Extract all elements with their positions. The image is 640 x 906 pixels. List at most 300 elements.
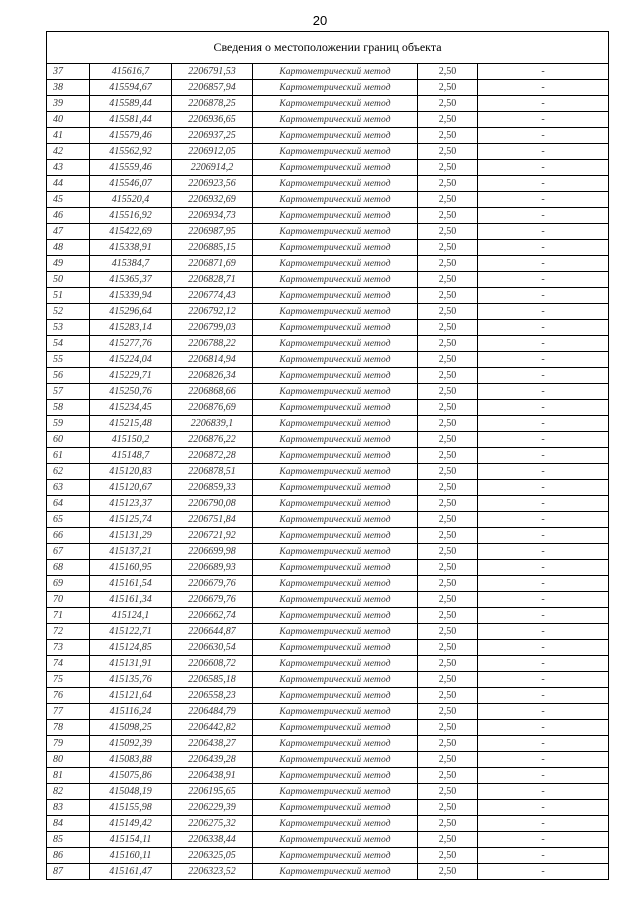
- point-number-cell: 50: [47, 272, 90, 288]
- precision-cell: 2,50: [418, 704, 478, 720]
- note-cell: -: [478, 352, 609, 368]
- point-number-cell: 47: [47, 224, 90, 240]
- x-coordinate-cell: 415579,46: [90, 128, 172, 144]
- table-row: [47, 464, 609, 480]
- method-cell: Картометрический метод: [253, 496, 418, 512]
- precision-cell: 2,50: [418, 448, 478, 464]
- table-row: [47, 688, 609, 704]
- y-coordinate-cell: 2206932,69: [172, 192, 253, 208]
- x-coordinate-cell: 415562,92: [90, 144, 172, 160]
- y-coordinate-cell: 2206814,94: [172, 352, 253, 368]
- table-row: [47, 768, 609, 784]
- note-cell: -: [478, 80, 609, 96]
- precision-cell: 2,50: [418, 736, 478, 752]
- point-number-cell: 56: [47, 368, 90, 384]
- point-number-cell: 41: [47, 128, 90, 144]
- method-cell: Картометрический метод: [253, 816, 418, 832]
- point-number-cell: 63: [47, 480, 90, 496]
- y-coordinate-cell: 2206936,65: [172, 112, 253, 128]
- y-coordinate-cell: 2206325,05: [172, 848, 253, 864]
- x-coordinate-cell: 415160,11: [90, 848, 172, 864]
- x-coordinate-cell: 415155,98: [90, 800, 172, 816]
- point-number-cell: 87: [47, 864, 90, 880]
- method-cell: Картометрический метод: [253, 96, 418, 112]
- method-cell: Картометрический метод: [253, 320, 418, 336]
- table-row: [47, 448, 609, 464]
- point-number-cell: 37: [47, 64, 90, 80]
- y-coordinate-cell: 2206229,39: [172, 800, 253, 816]
- method-cell: Картометрический метод: [253, 304, 418, 320]
- method-cell: Картометрический метод: [253, 144, 418, 160]
- y-coordinate-cell: 2206839,1: [172, 416, 253, 432]
- table-row: [47, 656, 609, 672]
- method-cell: Картометрический метод: [253, 480, 418, 496]
- precision-cell: 2,50: [418, 272, 478, 288]
- precision-cell: 2,50: [418, 128, 478, 144]
- x-coordinate-cell: 415365,37: [90, 272, 172, 288]
- x-coordinate-cell: 415124,1: [90, 608, 172, 624]
- y-coordinate-cell: 2206608,72: [172, 656, 253, 672]
- table-row: [47, 720, 609, 736]
- precision-cell: 2,50: [418, 800, 478, 816]
- y-coordinate-cell: 2206275,32: [172, 816, 253, 832]
- method-cell: Картометрический метод: [253, 832, 418, 848]
- precision-cell: 2,50: [418, 160, 478, 176]
- note-cell: -: [478, 608, 609, 624]
- y-coordinate-cell: 2206859,33: [172, 480, 253, 496]
- precision-cell: 2,50: [418, 592, 478, 608]
- table-row: [47, 160, 609, 176]
- method-cell: Картометрический метод: [253, 416, 418, 432]
- point-number-cell: 48: [47, 240, 90, 256]
- note-cell: -: [478, 320, 609, 336]
- method-cell: Картометрический метод: [253, 432, 418, 448]
- x-coordinate-cell: 415083,88: [90, 752, 172, 768]
- precision-cell: 2,50: [418, 624, 478, 640]
- y-coordinate-cell: 2206751,84: [172, 512, 253, 528]
- x-coordinate-cell: 415148,7: [90, 448, 172, 464]
- precision-cell: 2,50: [418, 576, 478, 592]
- y-coordinate-cell: 2206774,43: [172, 288, 253, 304]
- table-row: [47, 800, 609, 816]
- x-coordinate-cell: 415229,71: [90, 368, 172, 384]
- note-cell: -: [478, 768, 609, 784]
- precision-cell: 2,50: [418, 240, 478, 256]
- precision-cell: 2,50: [418, 288, 478, 304]
- precision-cell: 2,50: [418, 384, 478, 400]
- point-number-cell: 79: [47, 736, 90, 752]
- table-row: [47, 288, 609, 304]
- method-cell: Картометрический метод: [253, 768, 418, 784]
- x-coordinate-cell: 415250,76: [90, 384, 172, 400]
- table-row: [47, 224, 609, 240]
- precision-cell: 2,50: [418, 352, 478, 368]
- precision-cell: 2,50: [418, 608, 478, 624]
- note-cell: -: [478, 304, 609, 320]
- method-cell: Картометрический метод: [253, 576, 418, 592]
- x-coordinate-cell: 415546,07: [90, 176, 172, 192]
- note-cell: -: [478, 816, 609, 832]
- note-cell: -: [478, 832, 609, 848]
- y-coordinate-cell: 2206799,03: [172, 320, 253, 336]
- method-cell: Картометрический метод: [253, 80, 418, 96]
- table-row: [47, 320, 609, 336]
- x-coordinate-cell: 415520,4: [90, 192, 172, 208]
- y-coordinate-cell: 2206585,18: [172, 672, 253, 688]
- method-cell: Картометрический метод: [253, 352, 418, 368]
- y-coordinate-cell: 2206558,23: [172, 688, 253, 704]
- method-cell: Картометрический метод: [253, 688, 418, 704]
- note-cell: -: [478, 224, 609, 240]
- note-cell: -: [478, 256, 609, 272]
- note-cell: -: [478, 784, 609, 800]
- note-cell: -: [478, 640, 609, 656]
- y-coordinate-cell: 2206876,69: [172, 400, 253, 416]
- note-cell: -: [478, 416, 609, 432]
- y-coordinate-cell: 2206338,44: [172, 832, 253, 848]
- point-number-cell: 49: [47, 256, 90, 272]
- point-number-cell: 74: [47, 656, 90, 672]
- x-coordinate-cell: 415516,92: [90, 208, 172, 224]
- point-number-cell: 46: [47, 208, 90, 224]
- note-cell: -: [478, 624, 609, 640]
- y-coordinate-cell: 2206790,08: [172, 496, 253, 512]
- table-row: [47, 272, 609, 288]
- x-coordinate-cell: 415559,46: [90, 160, 172, 176]
- table-row: [47, 432, 609, 448]
- precision-cell: 2,50: [418, 256, 478, 272]
- x-coordinate-cell: 415149,42: [90, 816, 172, 832]
- method-cell: Картометрический метод: [253, 64, 418, 80]
- point-number-cell: 38: [47, 80, 90, 96]
- precision-cell: 2,50: [418, 176, 478, 192]
- precision-cell: 2,50: [418, 688, 478, 704]
- point-number-cell: 40: [47, 112, 90, 128]
- x-coordinate-cell: 415092,39: [90, 736, 172, 752]
- y-coordinate-cell: 2206987,95: [172, 224, 253, 240]
- precision-cell: 2,50: [418, 496, 478, 512]
- method-cell: Картометрический метод: [253, 672, 418, 688]
- boundary-coordinates-table-container: [46, 31, 608, 880]
- precision-cell: 2,50: [418, 400, 478, 416]
- point-number-cell: 62: [47, 464, 90, 480]
- y-coordinate-cell: 2206792,12: [172, 304, 253, 320]
- method-cell: Картометрический метод: [253, 128, 418, 144]
- table-row: [47, 336, 609, 352]
- x-coordinate-cell: 415589,44: [90, 96, 172, 112]
- method-cell: Картометрический метод: [253, 640, 418, 656]
- precision-cell: 2,50: [418, 416, 478, 432]
- x-coordinate-cell: 415160,95: [90, 560, 172, 576]
- y-coordinate-cell: 2206689,93: [172, 560, 253, 576]
- note-cell: -: [478, 368, 609, 384]
- x-coordinate-cell: 415161,54: [90, 576, 172, 592]
- table-row: [47, 96, 609, 112]
- y-coordinate-cell: 2206439,28: [172, 752, 253, 768]
- table-row: [47, 352, 609, 368]
- table-row: [47, 512, 609, 528]
- precision-cell: 2,50: [418, 672, 478, 688]
- x-coordinate-cell: 415296,64: [90, 304, 172, 320]
- note-cell: -: [478, 512, 609, 528]
- method-cell: Картометрический метод: [253, 192, 418, 208]
- y-coordinate-cell: 2206912,05: [172, 144, 253, 160]
- point-number-cell: 61: [47, 448, 90, 464]
- precision-cell: 2,50: [418, 848, 478, 864]
- method-cell: Картометрический метод: [253, 608, 418, 624]
- point-number-cell: 51: [47, 288, 90, 304]
- table-row: [47, 544, 609, 560]
- method-cell: Картометрический метод: [253, 176, 418, 192]
- method-cell: Картометрический метод: [253, 592, 418, 608]
- note-cell: -: [478, 208, 609, 224]
- table-row: [47, 784, 609, 800]
- note-cell: -: [478, 528, 609, 544]
- y-coordinate-cell: 2206630,54: [172, 640, 253, 656]
- x-coordinate-cell: 415125,74: [90, 512, 172, 528]
- method-cell: Картометрический метод: [253, 448, 418, 464]
- note-cell: -: [478, 848, 609, 864]
- point-number-cell: 71: [47, 608, 90, 624]
- method-cell: Картометрический метод: [253, 384, 418, 400]
- x-coordinate-cell: 415124,85: [90, 640, 172, 656]
- table-row: [47, 128, 609, 144]
- method-cell: Картометрический метод: [253, 400, 418, 416]
- y-coordinate-cell: 2206788,22: [172, 336, 253, 352]
- table-row: [47, 560, 609, 576]
- precision-cell: 2,50: [418, 432, 478, 448]
- point-number-cell: 42: [47, 144, 90, 160]
- table-row: [47, 112, 609, 128]
- method-cell: Картометрический метод: [253, 224, 418, 240]
- point-number-cell: 85: [47, 832, 90, 848]
- precision-cell: 2,50: [418, 560, 478, 576]
- note-cell: -: [478, 704, 609, 720]
- point-number-cell: 84: [47, 816, 90, 832]
- table-row: [47, 832, 609, 848]
- x-coordinate-cell: 415161,34: [90, 592, 172, 608]
- y-coordinate-cell: 2206442,82: [172, 720, 253, 736]
- note-cell: -: [478, 480, 609, 496]
- x-coordinate-cell: 415123,37: [90, 496, 172, 512]
- table-title: Сведения о местоположении границ объекта: [47, 32, 609, 64]
- precision-cell: 2,50: [418, 96, 478, 112]
- precision-cell: 2,50: [418, 144, 478, 160]
- x-coordinate-cell: 415594,67: [90, 80, 172, 96]
- note-cell: -: [478, 272, 609, 288]
- method-cell: Картометрический метод: [253, 560, 418, 576]
- precision-cell: 2,50: [418, 640, 478, 656]
- table-row: [47, 64, 609, 80]
- note-cell: -: [478, 128, 609, 144]
- x-coordinate-cell: 415135,76: [90, 672, 172, 688]
- point-number-cell: 69: [47, 576, 90, 592]
- table-row: [47, 640, 609, 656]
- precision-cell: 2,50: [418, 336, 478, 352]
- note-cell: -: [478, 736, 609, 752]
- table-row: [47, 480, 609, 496]
- method-cell: Картометрический метод: [253, 720, 418, 736]
- x-coordinate-cell: 415075,86: [90, 768, 172, 784]
- x-coordinate-cell: 415121,64: [90, 688, 172, 704]
- x-coordinate-cell: 415120,83: [90, 464, 172, 480]
- y-coordinate-cell: 2206438,27: [172, 736, 253, 752]
- x-coordinate-cell: 415131,91: [90, 656, 172, 672]
- point-number-cell: 73: [47, 640, 90, 656]
- method-cell: Картометрический метод: [253, 864, 418, 880]
- precision-cell: 2,50: [418, 720, 478, 736]
- method-cell: Картометрический метод: [253, 656, 418, 672]
- note-cell: -: [478, 688, 609, 704]
- note-cell: -: [478, 544, 609, 560]
- note-cell: -: [478, 560, 609, 576]
- point-number-cell: 54: [47, 336, 90, 352]
- table-row: [47, 176, 609, 192]
- point-number-cell: 83: [47, 800, 90, 816]
- y-coordinate-cell: 2206438,91: [172, 768, 253, 784]
- method-cell: Картометрический метод: [253, 464, 418, 480]
- note-cell: -: [478, 384, 609, 400]
- note-cell: -: [478, 192, 609, 208]
- point-number-cell: 60: [47, 432, 90, 448]
- method-cell: Картометрический метод: [253, 704, 418, 720]
- note-cell: -: [478, 400, 609, 416]
- point-number-cell: 75: [47, 672, 90, 688]
- x-coordinate-cell: 415616,7: [90, 64, 172, 80]
- precision-cell: 2,50: [418, 464, 478, 480]
- method-cell: Картометрический метод: [253, 544, 418, 560]
- table-row: [47, 848, 609, 864]
- x-coordinate-cell: 415277,76: [90, 336, 172, 352]
- method-cell: Картометрический метод: [253, 368, 418, 384]
- precision-cell: 2,50: [418, 368, 478, 384]
- method-cell: Картометрический метод: [253, 208, 418, 224]
- page-number: 20: [312, 13, 328, 28]
- precision-cell: 2,50: [418, 208, 478, 224]
- x-coordinate-cell: 415154,11: [90, 832, 172, 848]
- y-coordinate-cell: 2206323,52: [172, 864, 253, 880]
- point-number-cell: 53: [47, 320, 90, 336]
- note-cell: -: [478, 592, 609, 608]
- point-number-cell: 80: [47, 752, 90, 768]
- y-coordinate-cell: 2206826,34: [172, 368, 253, 384]
- method-cell: Картометрический метод: [253, 848, 418, 864]
- method-cell: Картометрический метод: [253, 784, 418, 800]
- table-title-row: [47, 32, 609, 64]
- note-cell: -: [478, 112, 609, 128]
- y-coordinate-cell: 2206662,74: [172, 608, 253, 624]
- table-body: [47, 64, 609, 880]
- point-number-cell: 78: [47, 720, 90, 736]
- note-cell: -: [478, 464, 609, 480]
- method-cell: Картометрический метод: [253, 736, 418, 752]
- point-number-cell: 68: [47, 560, 90, 576]
- precision-cell: 2,50: [418, 816, 478, 832]
- precision-cell: 2,50: [418, 112, 478, 128]
- x-coordinate-cell: 415137,21: [90, 544, 172, 560]
- table-row: [47, 256, 609, 272]
- table-row: [47, 416, 609, 432]
- point-number-cell: 57: [47, 384, 90, 400]
- x-coordinate-cell: 415581,44: [90, 112, 172, 128]
- x-coordinate-cell: 415339,94: [90, 288, 172, 304]
- point-number-cell: 72: [47, 624, 90, 640]
- boundary-coordinates-table: [46, 31, 609, 880]
- point-number-cell: 43: [47, 160, 90, 176]
- point-number-cell: 55: [47, 352, 90, 368]
- y-coordinate-cell: 2206872,28: [172, 448, 253, 464]
- method-cell: Картометрический метод: [253, 752, 418, 768]
- x-coordinate-cell: 415234,45: [90, 400, 172, 416]
- note-cell: -: [478, 752, 609, 768]
- method-cell: Картометрический метод: [253, 800, 418, 816]
- note-cell: -: [478, 672, 609, 688]
- note-cell: -: [478, 288, 609, 304]
- y-coordinate-cell: 2206791,53: [172, 64, 253, 80]
- x-coordinate-cell: 415098,25: [90, 720, 172, 736]
- note-cell: -: [478, 720, 609, 736]
- x-coordinate-cell: 415224,04: [90, 352, 172, 368]
- note-cell: -: [478, 864, 609, 880]
- table-row: [47, 400, 609, 416]
- point-number-cell: 59: [47, 416, 90, 432]
- x-coordinate-cell: 415120,67: [90, 480, 172, 496]
- method-cell: Картометрический метод: [253, 288, 418, 304]
- y-coordinate-cell: 2206868,66: [172, 384, 253, 400]
- x-coordinate-cell: 415338,91: [90, 240, 172, 256]
- point-number-cell: 39: [47, 96, 90, 112]
- y-coordinate-cell: 2206195,65: [172, 784, 253, 800]
- table-row: [47, 384, 609, 400]
- method-cell: Картометрический метод: [253, 272, 418, 288]
- method-cell: Картометрический метод: [253, 624, 418, 640]
- x-coordinate-cell: 415161,47: [90, 864, 172, 880]
- table-row: [47, 496, 609, 512]
- table-row: [47, 80, 609, 96]
- x-coordinate-cell: 415122,71: [90, 624, 172, 640]
- note-cell: -: [478, 448, 609, 464]
- x-coordinate-cell: 415048,19: [90, 784, 172, 800]
- y-coordinate-cell: 2206914,2: [172, 160, 253, 176]
- table-row: [47, 304, 609, 320]
- point-number-cell: 70: [47, 592, 90, 608]
- precision-cell: 2,50: [418, 224, 478, 240]
- precision-cell: 2,50: [418, 64, 478, 80]
- point-number-cell: 58: [47, 400, 90, 416]
- x-coordinate-cell: 415384,7: [90, 256, 172, 272]
- table-row: [47, 736, 609, 752]
- method-cell: Картометрический метод: [253, 528, 418, 544]
- y-coordinate-cell: 2206878,25: [172, 96, 253, 112]
- note-cell: -: [478, 176, 609, 192]
- y-coordinate-cell: 2206679,76: [172, 592, 253, 608]
- precision-cell: 2,50: [418, 752, 478, 768]
- table-row: [47, 752, 609, 768]
- note-cell: -: [478, 576, 609, 592]
- x-coordinate-cell: 415422,69: [90, 224, 172, 240]
- table-row: [47, 864, 609, 880]
- point-number-cell: 45: [47, 192, 90, 208]
- y-coordinate-cell: 2206679,76: [172, 576, 253, 592]
- point-number-cell: 67: [47, 544, 90, 560]
- point-number-cell: 77: [47, 704, 90, 720]
- table-row: [47, 528, 609, 544]
- y-coordinate-cell: 2206699,98: [172, 544, 253, 560]
- method-cell: Картометрический метод: [253, 160, 418, 176]
- precision-cell: 2,50: [418, 784, 478, 800]
- x-coordinate-cell: 415131,29: [90, 528, 172, 544]
- precision-cell: 2,50: [418, 768, 478, 784]
